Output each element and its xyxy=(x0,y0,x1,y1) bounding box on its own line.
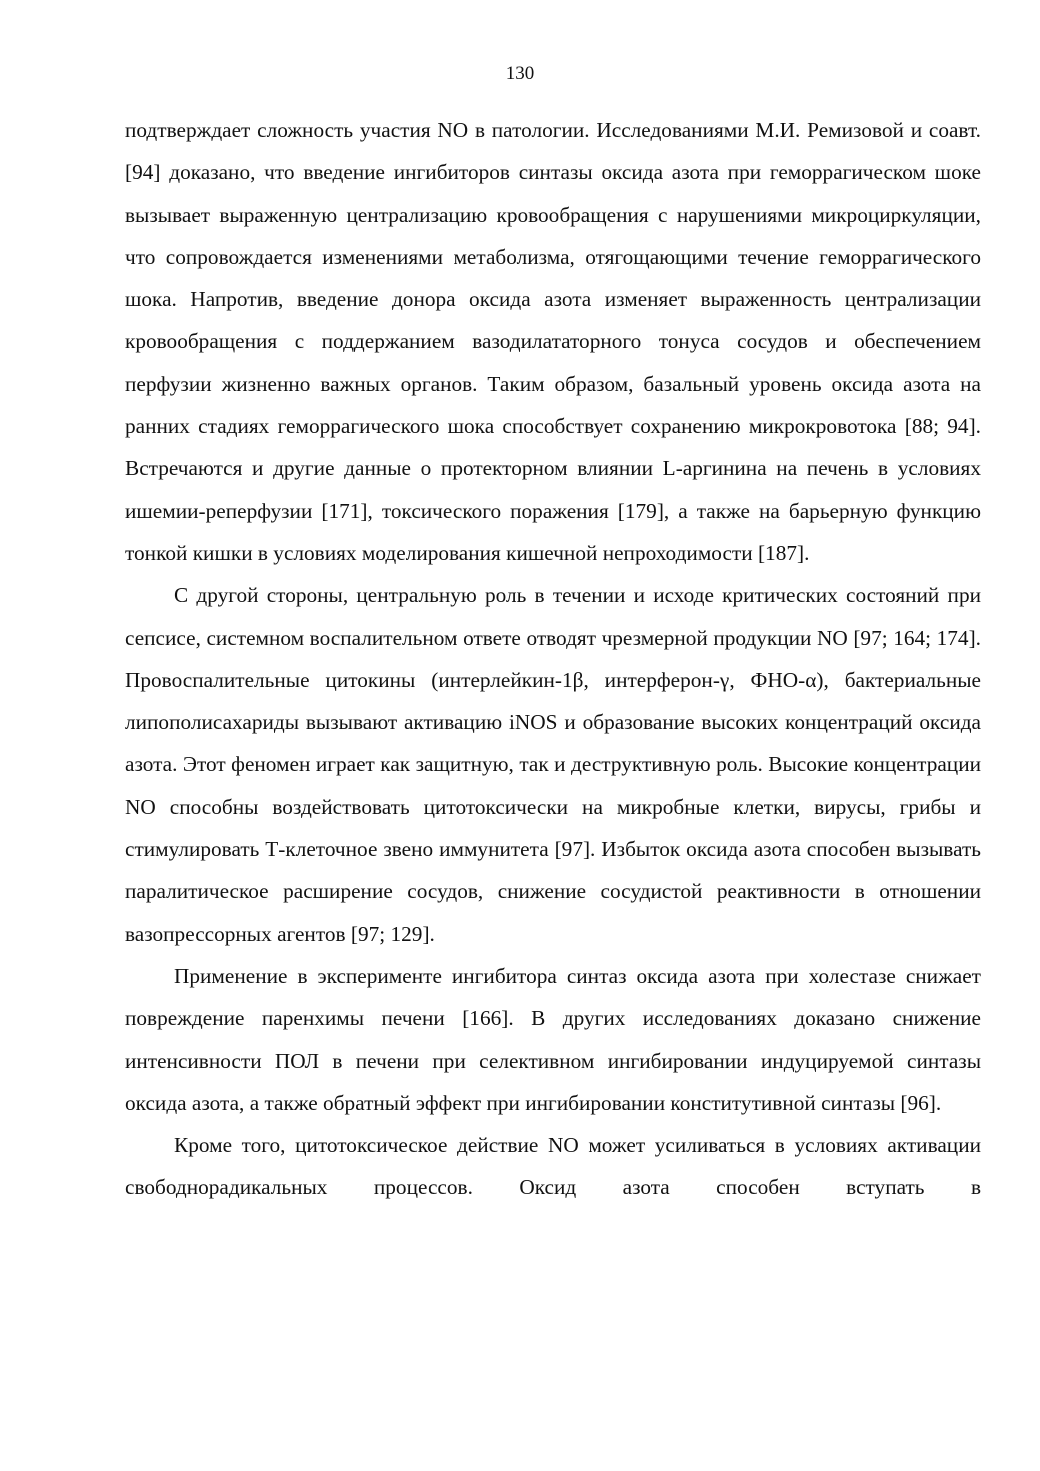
paragraph-4: Кроме того, цитотоксическое действие NO может усиливаться в условиях активации свободнорадикальных процессов. Оксид азота способен вступать в xyxy=(125,1133,981,1200)
paragraph-1: подтверждает сложность участия NO в патологии. Исследованиями М.И. Ремизовой и соавт. [94] доказано, что введение ингибиторов синтазы оксида азота при геморрагическом шоке вызывает выраженную централизацию кровообращения с нарушениями микроциркуляции, что сопровождается изменениями метаболизма, отягощающими течение геморрагического шока. Напротив, введение донора оксида азота изменяет выраженность централизации кровообращения с поддержанием вазодилататорного тонуса сосудов и обеспечением перфузии жизненно важных органов. Таким образом, базальный уровень оксида азота на ранних стадиях геморрагического шока способствует сохранению микрокровотока [88; 94]. Встречаются и другие данные о протекторном влиянии L-аргинина на печень в условиях ишемии-реперфузии [171], токсического поражения [179], а также на барьерную функцию тонкой кишки в условиях моделирования кишечной непроходимости [187]. xyxy=(125,118,981,565)
body-text xyxy=(125,109,981,1209)
paragraph-2: С другой стороны, центральную роль в течении и исходе критических состояний при сепсисе, системном воспалительном ответе отводят чрезмерной продукции NO [97; 164; 174]. Провоспалительные цитокины (интерлейкин-1β, интерферон-γ, ФНО-α), бактериальные липополисахариды вызывают активацию iNOS и образование высоких концентраций оксида азота. Этот феномен играет как защитную, так и деструктивную роль. Высокие концентрации NO способны воздействовать цитотоксически на микробные клетки, вирусы, грибы и стимулировать Т-клеточное звено иммунитета [97]. Избыток оксида азота способен вызывать паралитическое расширение сосудов, снижение сосудистой реактивности в отношении вазопрессорных агентов [97; 129]. xyxy=(125,583,981,946)
page-number: 130 xyxy=(505,63,535,84)
paragraph-3: Применение в эксперименте ингибитора синтаз оксида азота при холестазе снижает повреждение паренхимы печени [166]. В других исследованиях доказано снижение интенсивности ПОЛ в печени при селективном ингибировании индуцируемой синтазы оксида азота, а также обратный эффект при ингибировании конститутивной синтазы [96]. xyxy=(125,963,981,1115)
